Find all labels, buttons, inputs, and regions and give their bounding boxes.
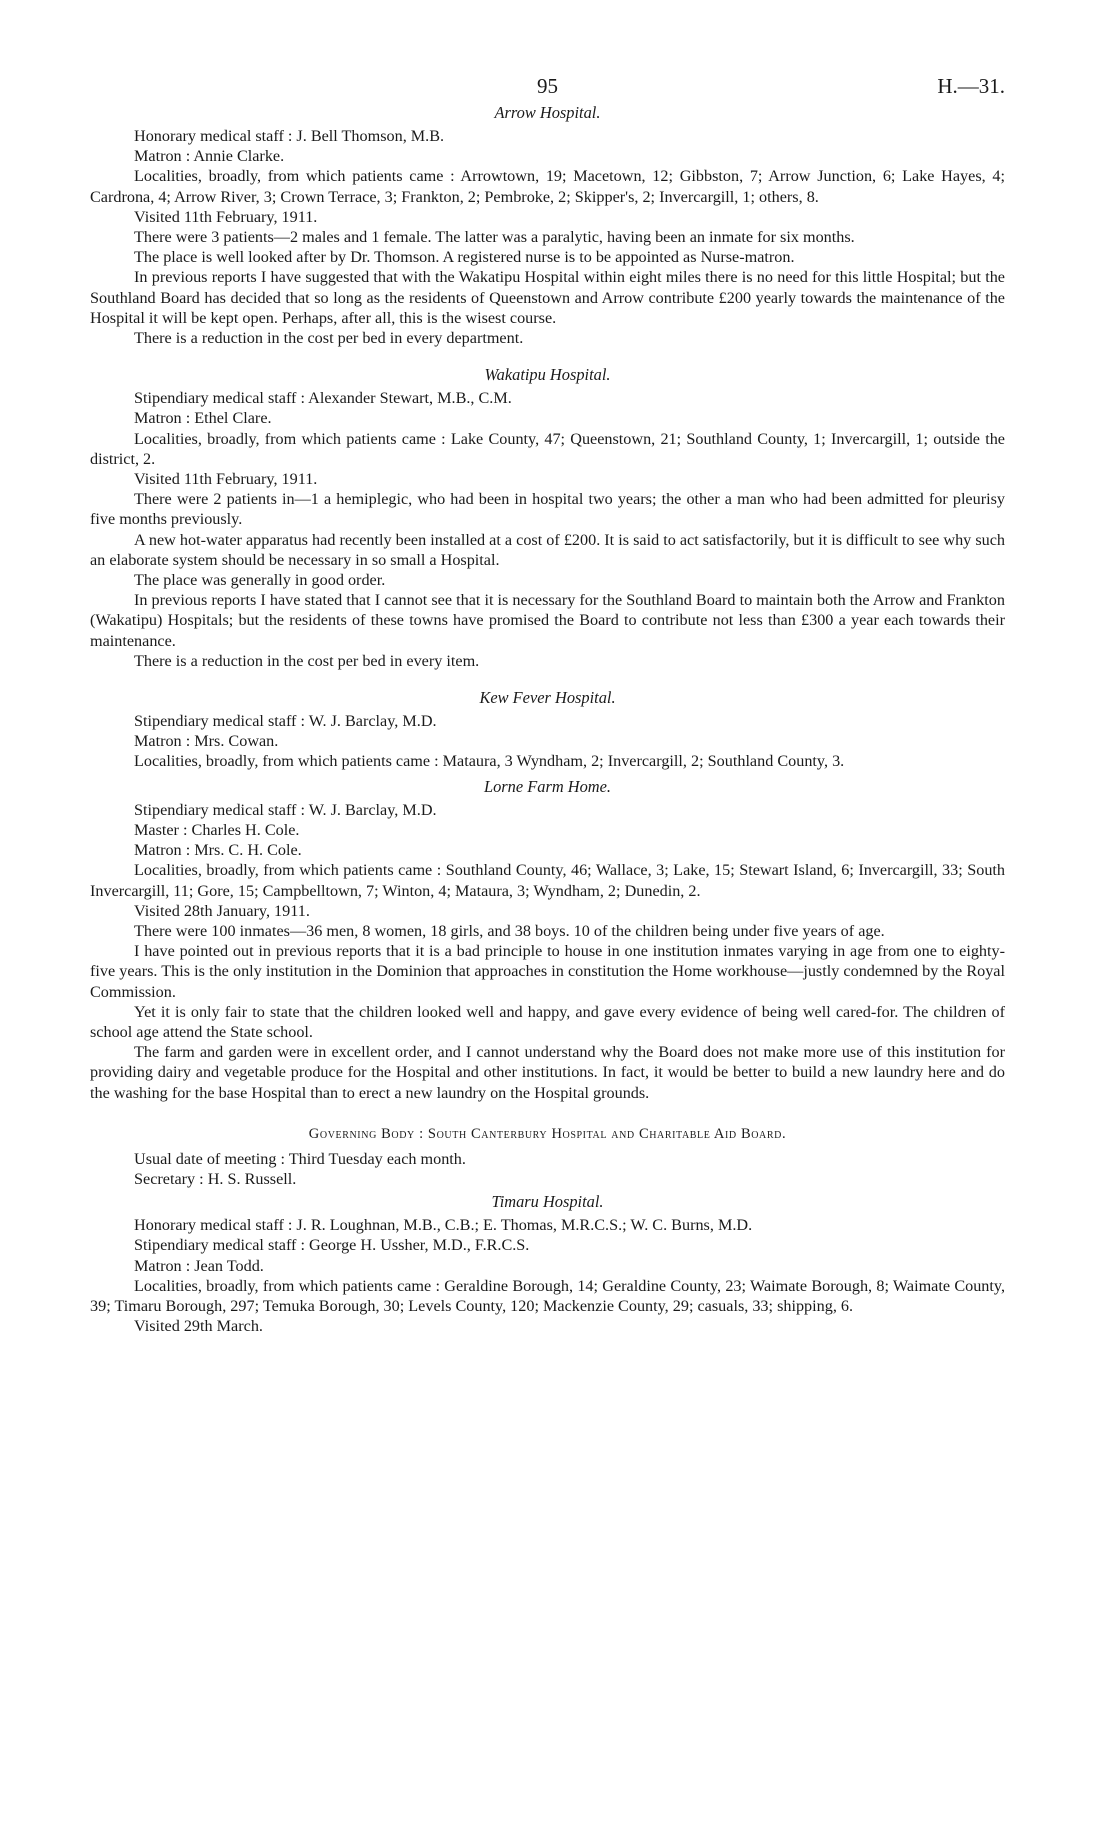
localities: Localities, broadly, from which patients came : Arrowtown, 19; Macetown, 12; Gibbston, 7; Arrow Junction, 6; Lake Hayes, 4; Cardrona, 4; Arrow River, 3; Crown Terrace, 3; Frankton, 2; Pembroke, 2; Skipper's, 2; Invercargill, 1; others, 8.: [90, 167, 1005, 206]
localities: Localities, broadly, from which patients came : Southland County, 46; Wallace, 3; Lake, 15; Stewart Island, 6; Invercargill, 33; South Invercargill, 11; Gore, 15; Campbelltown, 7; Winton, 4; Mataura, 3; Wyndham, 2; Dunedin, 2.: [90, 861, 1005, 900]
section-lorne-farm-home: [90, 776, 1005, 1103]
section-title: Arrow Hospital.: [494, 103, 601, 122]
page-header: [90, 60, 1005, 96]
visited-date: Visited 28th January, 1911.: [134, 901, 310, 920]
paragraph: A new hot-water apparatus had recently been installed at a cost of £200. It is said to act satisfactorily, but it is difficult to see why such an elaborate system should be necessary in so small a Hospital.: [90, 530, 1005, 569]
localities: Localities, broadly, from which patients came : Lake County, 47; Queenstown, 21; Southland County, 1; Invercargill, 1; outside the district, 2.: [90, 429, 1005, 468]
section-title: Kew Fever Hospital.: [479, 688, 616, 708]
medical-staff: Honorary medical staff : J. Bell Thomson, M.B.: [134, 127, 445, 145]
visited-date: Visited 11th February, 1911.: [134, 470, 318, 489]
paragraph: The farm and garden were in excellent order, and I cannot understand why the Board does not make more use of this institution for providing dairy and vegetable produce for the Hospital and other institutions. In fact, it would be better to build a new laundry here and do the washing for the base Hospital than to erect a new laundry on the Hospital grounds.: [90, 1043, 1005, 1102]
document-page: [90, 60, 1005, 1336]
governing-body-title: Governing Body : South Canterbury Hospital and Charitable Aid Board.: [308, 1125, 787, 1142]
section-timaru-hospital: [90, 1191, 1005, 1336]
matron: Matron : Mrs. Cowan.: [134, 732, 279, 751]
paragraph: There were 2 patients in—1 a hemiplegic, who had been in hospital two years; the other a man who had been admitted for pleurisy five months previously.: [90, 490, 1005, 529]
medical-staff: Stipendiary medical staff : W. J. Barclay, M.D.: [134, 800, 437, 819]
section-title: Timaru Hospital.: [491, 1192, 604, 1212]
localities: Localities, broadly, from which patients came : Geraldine Borough, 14; Geraldine County, 23; Waimate Borough, 8; Waimate County, 39; Timaru Borough, 297; Temuka Borough, 30; Levels County, 120; Mackenzie County, 29; casuals, 33; shipping, 6.: [90, 1276, 1005, 1315]
paragraph: There is a reduction in the cost per bed in every item.: [134, 651, 480, 670]
matron: Matron : Ethel Clare.: [134, 409, 272, 428]
medical-staff: Stipendiary medical staff : Alexander Stewart, M.B., C.M.: [134, 389, 512, 408]
paragraph: I have pointed out in previous reports that it is a bad principle to house in one institution inmates varying in age from one to eighty-five years. This is the only institution in the Dominion that approaches in constitution the Home workhouse—justly condemned by the Royal Commission.: [90, 942, 1005, 1001]
secretary: Secretary : H. S. Russell.: [134, 1169, 297, 1188]
master: Master : Charles H. Cole.: [134, 820, 300, 839]
visited-date: Visited 11th February, 1911.: [134, 207, 318, 226]
matron: Matron : Mrs. C. H. Cole.: [134, 841, 302, 860]
paragraph: The place was generally in good order.: [134, 571, 386, 590]
section-title: Wakatipu Hospital.: [484, 365, 611, 385]
section-kew-fever-hospital: [90, 687, 1005, 772]
section-title: Lorne Farm Home.: [483, 776, 612, 796]
section-governing-body: [90, 1123, 1005, 1189]
visited-date: Visited 29th March.: [134, 1317, 263, 1336]
medical-staff: Stipendiary medical staff : W. J. Barclay, M.D.: [134, 712, 437, 731]
section-arrow-hospital: [90, 102, 1005, 348]
paragraph: In previous reports I have suggested that with the Wakatipu Hospital within eight miles there is no need for this little Hospital; but the Southland Board has decided that so long as the residents of Queenstown and Arrow contribute £200 yearly towards the maintenance of the Hospital it will be kept open. Perhaps, after all, this is the wisest course.: [90, 268, 1005, 327]
paragraph: There were 100 inmates—36 men, 8 women, 18 girls, and 38 boys. 10 of the children being under five years of age.: [134, 921, 885, 940]
meeting-date: Usual date of meeting : Third Tuesday each month.: [134, 1149, 466, 1168]
matron: Matron : Annie Clarke.: [134, 147, 285, 166]
paragraph: The place is well looked after by Dr. Thomson. A registered nurse is to be appointed as Nurse-matron.: [134, 248, 795, 267]
page-number: 95: [537, 74, 558, 98]
paragraph: Yet it is only fair to state that the children looked well and happy, and gave every evidence of being well cared-for. The children of school age attend the State school.: [90, 1002, 1005, 1041]
report-reference: H.—31.: [937, 74, 1005, 98]
medical-staff: Stipendiary medical staff : George H. Ussher, M.D., F.R.C.S.: [134, 1236, 530, 1255]
localities: Localities, broadly, from which patients came : Mataura, 3 Wyndham, 2; Invercargill, 2; Southland County, 3.: [134, 752, 845, 771]
section-wakatipu-hospital: [90, 364, 1005, 671]
honorary-medical-staff: Honorary medical staff : J. R. Loughnan, M.B., C.B.; E. Thomas, M.R.C.S.; W. C. Burns, M.D.: [134, 1216, 753, 1235]
paragraph: There is a reduction in the cost per bed in every department.: [134, 329, 524, 348]
paragraph: In previous reports I have stated that I cannot see that it is necessary for the Southland Board to maintain both the Arrow and Frankton (Wakatipu) Hospitals; but the residents of these towns have promised the Board to contribute not less than £300 a year each towards their maintenance.: [90, 591, 1005, 650]
matron: Matron : Jean Todd.: [134, 1256, 264, 1275]
paragraph: There were 3 patients—2 males and 1 female. The latter was a paralytic, having been an inmate for six months.: [134, 228, 855, 247]
